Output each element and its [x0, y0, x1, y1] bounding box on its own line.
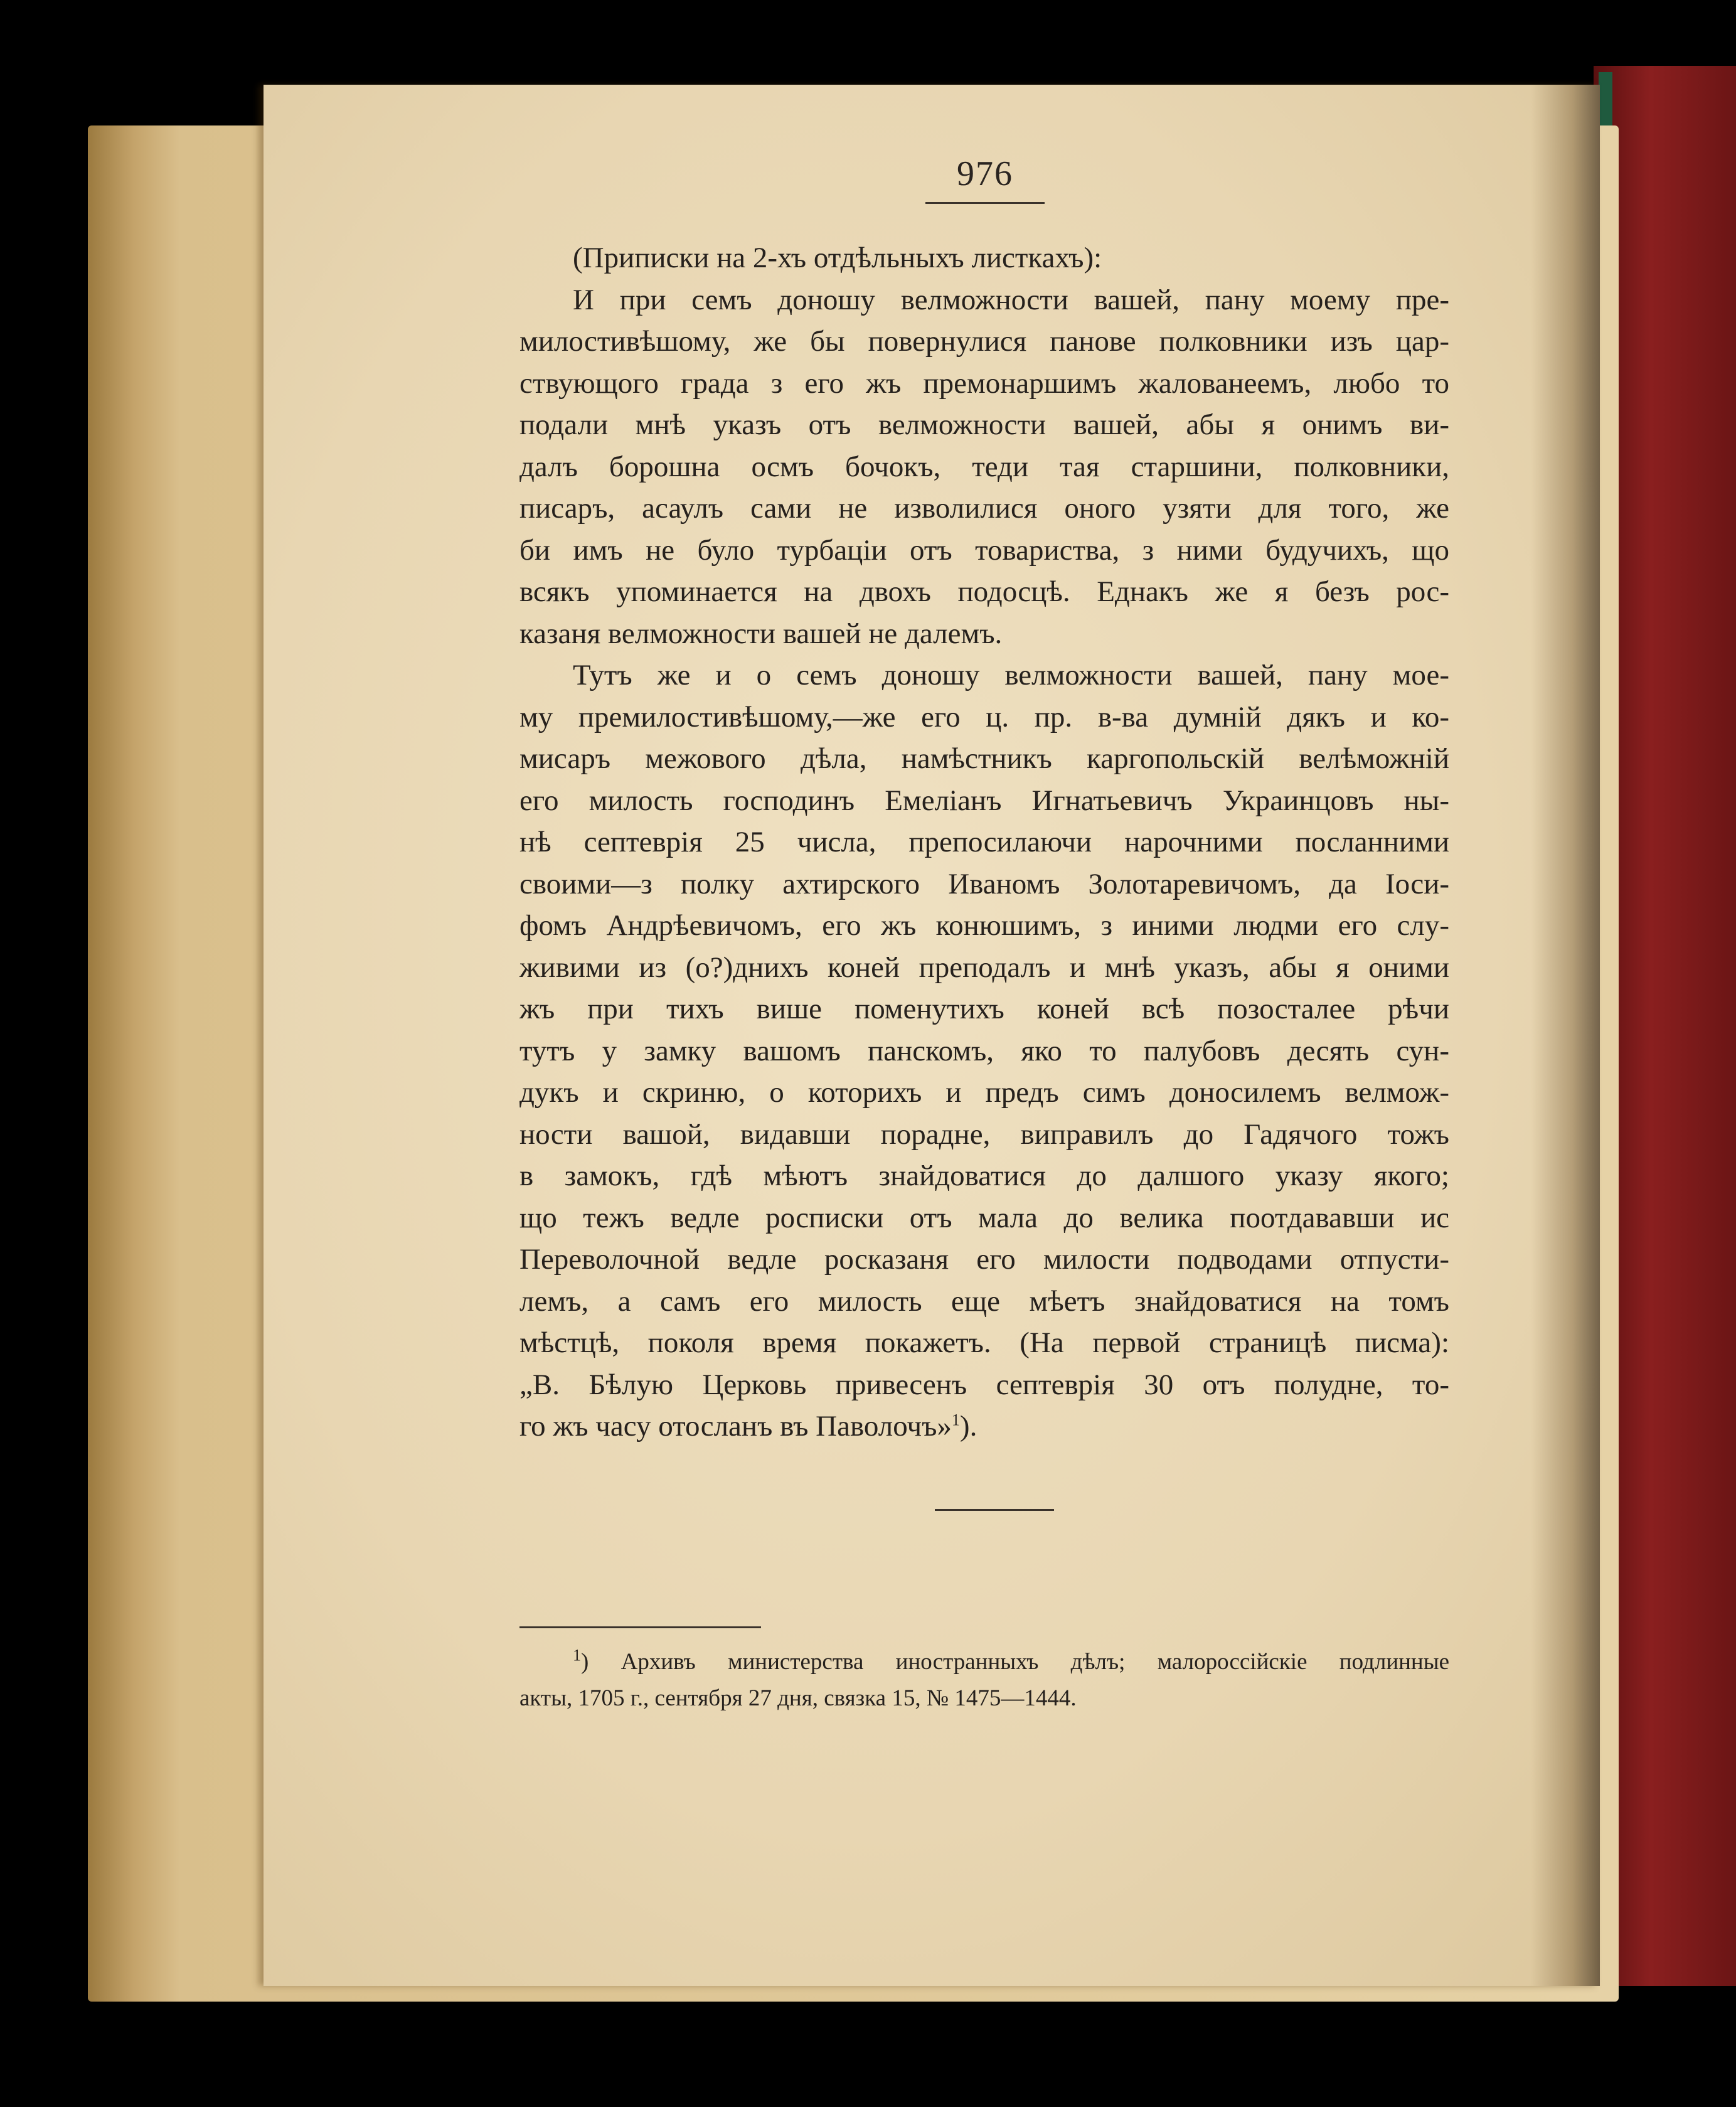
- text-line: Тутъ же и о семъ доношу велможности вашей, пану мое-: [573, 659, 1449, 691]
- page-gutter: [1531, 85, 1600, 1986]
- footnote-reference: 1: [951, 1411, 960, 1429]
- text-line: ности вашой, видавши порадне, виправилъ до Гадячого тожъ: [519, 1118, 1449, 1151]
- text-line: би имъ не було турбацiи отъ товариства, з ними будучихъ, що: [519, 533, 1449, 567]
- text-line: мѣстцѣ, поколя время покажетъ. (На первой страницѣ писма):: [519, 1326, 1449, 1359]
- text-line: И при семъ доношу велможности вашей, пану моему пре-: [573, 283, 1449, 316]
- text-line-tail: ).: [959, 1410, 977, 1443]
- body-text: [519, 237, 1449, 1448]
- page-number: 976: [957, 154, 1013, 193]
- text-line: „В. Бѣлую Церковь привесенъ септеврiя 30 отъ полудне, то-: [519, 1368, 1449, 1401]
- page-number-rule: [925, 202, 1045, 204]
- section-divider: [935, 1509, 1054, 1511]
- text-line: тутъ у замку вашомъ панскомъ, яко то палубовъ десять сун-: [519, 1034, 1449, 1067]
- text-line: жъ при тихъ више поменутихъ коней всѣ позосталее рѣчи: [519, 993, 1449, 1025]
- text-line: своими—з полку ахтирского Иваномъ Золотаревичомъ, да Iоси-: [519, 867, 1449, 900]
- text-line: мисаръ межового дѣла, намѣстникъ каргопольскiй велѣможнiй: [519, 742, 1449, 775]
- text-line: нѣ септеврiя 25 числа, препосилаючи нарочними посланними: [519, 826, 1449, 858]
- text-line: лемъ, а самъ его милость еще мѣетъ знайдоватися на томъ: [519, 1284, 1449, 1318]
- text-line: живими из (о?)днихъ коней преподалъ и мнѣ указъ, абы я оними: [519, 951, 1449, 984]
- footnote-mark: 1: [573, 1646, 581, 1665]
- text-line: го жъ часу отосланъ въ Паволочъ»: [519, 1410, 952, 1443]
- footnote-rule: [519, 1626, 761, 1628]
- text-line: ствующого града з его жъ премонаршимъ жалованеемъ, любо то: [519, 366, 1449, 400]
- footnotes: [519, 1644, 1449, 1717]
- text-line: му премилостивѣшому,—же его ц. пр. в-ва думнiй дякъ и ко-: [519, 700, 1449, 733]
- text-line-last: [519, 1406, 1449, 1448]
- text-line: Переволочной ведле росказаня его милости подводами отпусти-: [519, 1243, 1449, 1276]
- text-line: казаня велможности вашей не далемъ.: [519, 617, 1003, 650]
- text-line: милостивѣшому, же бы повернулися панове полковники изъ цар-: [519, 325, 1449, 358]
- text-line: всякъ упоминается на двохъ подосцѣ. Еднакъ же я безъ рос-: [519, 575, 1449, 608]
- footnote-text: ) Архивъ министерства иностранныхъ дѣлъ; малороссiйскiе подлинные: [581, 1649, 1449, 1675]
- text-line: подали мнѣ указъ отъ велможности вашей, абы я онимъ ви-: [519, 408, 1449, 441]
- text-line: в замокъ, гдѣ мѣютъ знайдоватися до далшого указу якого;: [519, 1160, 1449, 1192]
- text-line: писаръ, асаулъ сами не изволилися оного узяти для того, же: [519, 492, 1449, 525]
- text-line: дукъ и скриню, о которихъ и предъ симъ доносилемъ велмож-: [519, 1076, 1449, 1109]
- text-line: далъ борошна осмъ бочокъ, теди тая старшини, полковники,: [519, 450, 1449, 483]
- text-line: фомъ Андрѣевичомъ, его жъ конюшимъ, з иними людми его слу-: [519, 909, 1449, 942]
- footnote-line: [519, 1644, 1449, 1680]
- text-line: (Приписки на 2-хъ отдѣльныхъ листкахъ):: [573, 242, 1102, 274]
- footnote-line: акты, 1705 г., сентября 27 дня, связка 15, № 1475—1444.: [519, 1685, 1077, 1711]
- text-line: его милость господинъ Емелiанъ Игнатьевичъ Украинцовъ ны-: [519, 784, 1449, 817]
- text-line: що тежъ ведле росписки отъ мала до велика поотдававши ис: [519, 1201, 1449, 1234]
